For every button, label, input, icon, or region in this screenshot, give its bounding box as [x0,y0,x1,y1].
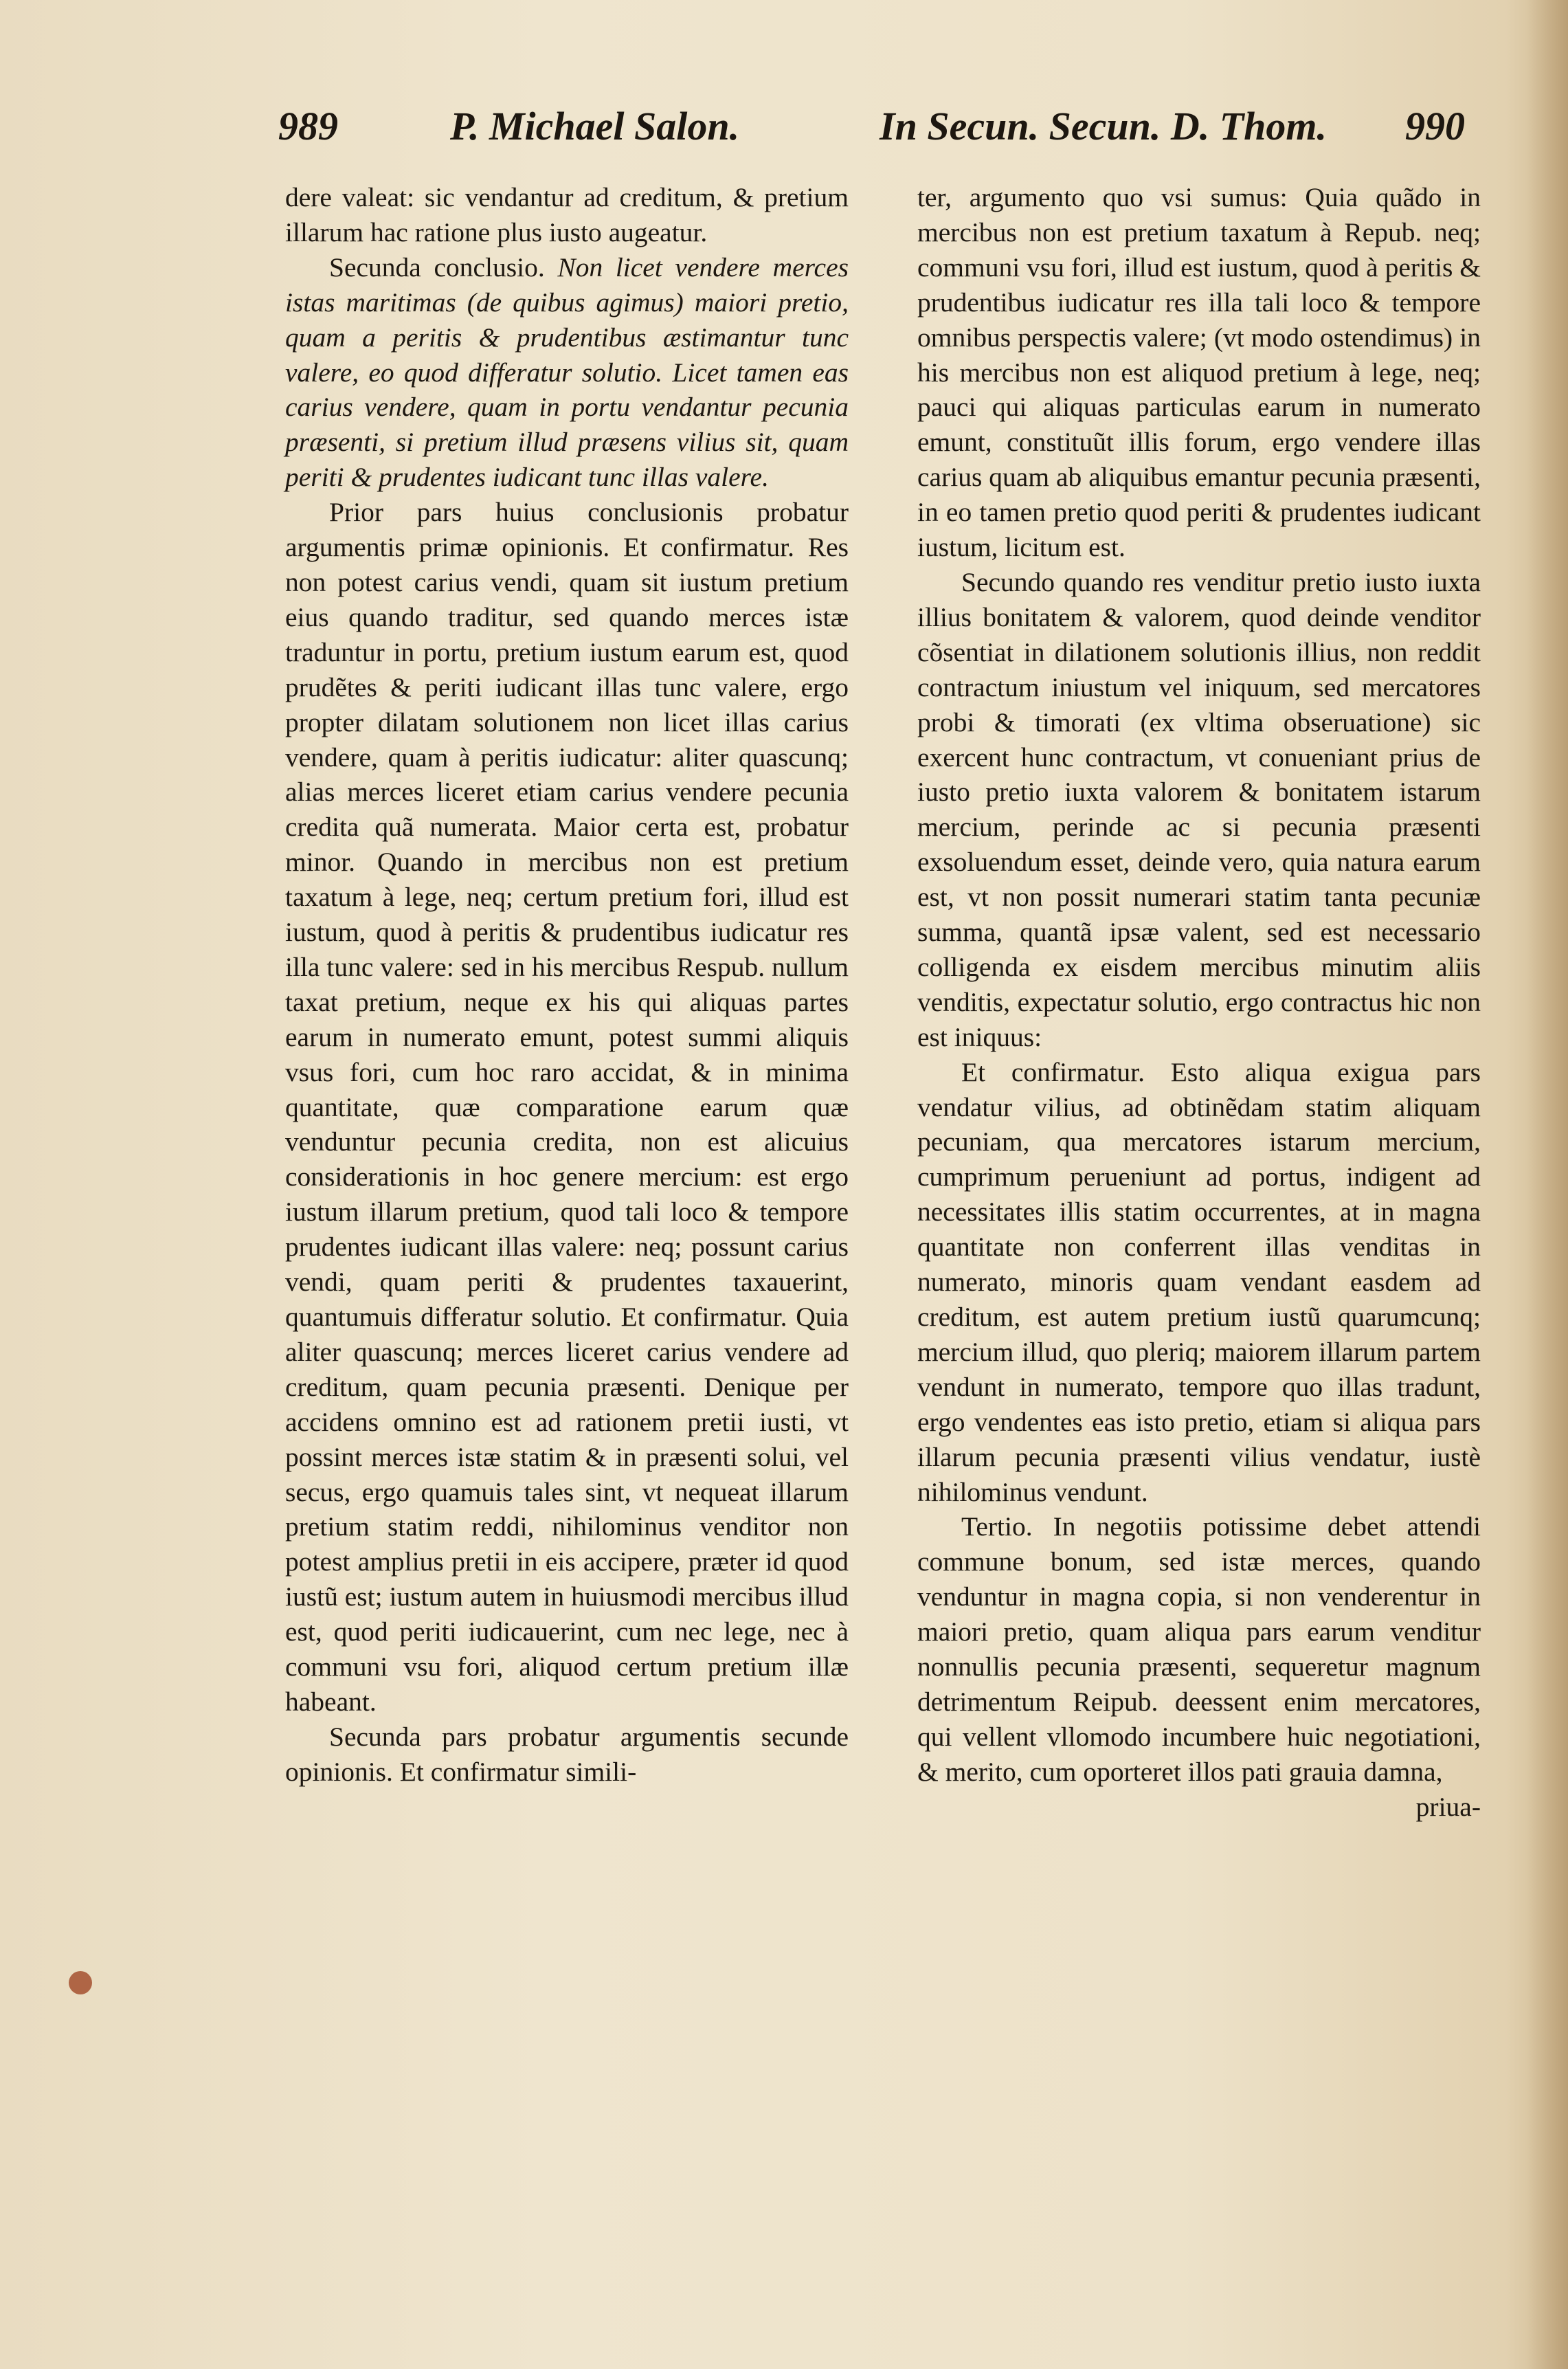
ink-stain [69,1971,92,1994]
right-paragraph-continuation: ter, argumento quo vsi sumus: Quia quãdo in mercibus non est pretium taxatum à Repub. neq; communi vsu fori, illud est iustum, quod à peritis & prudentibus iudicatur res illa tali loco & tempore omnibus perspectis valere; (vt modo ostendimus) in his mercibus non est aliquod pretium à lege, neq; pauci qui aliquas particulas earum in numerato emunt, constituũt illis forum, ergo vendere illas carius quam ab aliquibus emantur pecunia præsenti, in eo tamen pretio quod periti & prudentes iudicant iustum, licitum est. [917,182,1481,563]
page-gutter-shadow [1527,0,1568,2369]
right-paragraph-confirmatur: Et confirmatur. Esto aliqua exigua pars vendatur vilius, ad obtinẽdam statim aliquam pecuniam, qua mercatores istarum mercium, cumprimum perueniunt ad portus, indigent ad necessitates illis statim occurrentes, at in magna quantitate non conferrent illas venditas in numerato, minoris quam vendant easdem ad creditum, est autem pretium iustũ quarumcunq; mercium illud, quo pleriq; maiorem illarum partem vendunt in numerato, tempore quo illas tradunt, ergo vendentes eas isto pretio, etiam si aliqua pars illarum pecunia præsenti vilius vendatur, iustè nihilominus vendunt. [917,1056,1481,1507]
right-paragraph-tertio: Tertio. In negotiis potissime debet attendi commune bonum, sed istæ merces, quando venduntur in magna copia, si non venderentur in maiori pretio, quam aliqua pars earum venditur nonnullis pecunia præsenti, sequeretur magnum detrimentum Reipub. deessent enim mercatores, qui vellent vllomodo incumbere huic negotiationi, & merito, cum oporteret illos pati grauia damna, [917,1511,1481,1787]
right-paragraph-secundo: Secundo quando res venditur pretio iusto iuxta illius bonitatem & valorem, quod deinde venditor cõsentiat in dilationem solutionis illius, non reddit contractum iniustum vel iniquum, sed mercatores probi & timorati (ex vltima obseruatione) sic exercent hunc contractum, vt conueniant prius de iusto pretio iuxta valorem & bonitatem istarum mercium, perinde ac si pecunia præsenti exsoluendum esset, deinde vero, quia natura earum est, vt non possit numerari statim tanta pecuniæ summa, quantã ipsæ valent, sed est necessario colligenda ex eisdem mercibus minutim aliis venditis, expectatur solutio, ergo contractus hic non est iniquus: [917,566,1481,1052]
left-paragraph-prior-pars: Prior pars huius conclusionis probatur argumentis primæ opinionis. Et confirmatur. Res non potest carius vendi, quam sit iustum pretium eius quando traditur, sed quando merces istæ traduntur in portu, pretium iustum earum est, quod prudẽtes & periti iudicant illas tunc valere, ergo propter dilatam solutionem non licet illas carius vendere, quam à peritis iudicatur: aliter quascunq; alias merces liceret etiam carius vendere pecunia credita quã numerata. Maior certa est, probatur minor. Quando in mercibus non est pretium taxatum à lege, neq; certum pretium fori, illud est iustum, quod à peritis & prudentibus iudicatur res illa tunc valere: sed in his mercibus Respub. nullum taxat pretium, neque ex his qui aliquas partes earum in numerato emunt, potest summi aliquis vsus fori, cum hoc raro accidat, & in minima quantitate, quæ comparatione earum quæ venduntur pecunia credita, non est alicuius considerationis in hoc genere mercium: est ergo iustum illarum pretium, quod tali loco & tempore prudentes iudicant illas valere: neq; possunt carius vendi, quam periti & prudentes taxauerint, quantumuis differatur solutio. Et confirmatur. Quia aliter quascunq; merces liceret carius vendere ad creditum, quam pecunia præsenti. Denique per accidens omnino est ad rationem pretii iusti, vt possint merces istæ statim & in præsenti solui, vel secus, ergo quamuis tales sint, vt nequeat illarum pretium statim reddi, nihilominus venditor non potest amplius pretii in eis accipere, præter id quod iustũ est; iustum autem in huiusmodi mercibus illud est, quod periti iudicauerint, cum nec lege, nec à communi vsu fori, aliquod certum pretium illæ habeant. [285,497,849,1717]
header-author: P. Michael Salon. [450,104,740,148]
left-column [285,180,849,1790]
left-paragraph-secunda-conclusio [285,250,849,495]
left-paragraph-secunda-pars: Secunda pars probatur argumentis secunde opinionis. Et confirmatur simili- [285,1721,849,1787]
page-number-left: 989 [278,104,338,148]
running-header [278,103,1494,165]
page-number-right: 990 [1405,104,1465,148]
right-column [917,180,1481,1825]
conclusion-lead: Secunda conclusio. [329,252,545,282]
left-paragraph-continuation: dere valeat: sic vendantur ad creditum, & pretium illarum hac ratione plus iusto augeatur. [285,182,849,247]
conclusion-statement: Non licet vendere merces istas maritimas (de quibus agimus) maiori pretio, quam a peritis & prudentibus æstimantur tunc valere, eo quod differatur solutio. Licet tamen eas carius vendere, quam in portu vendantur pecunia præsenti, si pretium illud præsens vilius sit, quam periti & prudentes iudicant tunc illas valere. [285,252,849,493]
catchword: priua- [1415,1791,1481,1822]
header-work-title: In Secun. Secun. D. Thom. [880,104,1328,148]
